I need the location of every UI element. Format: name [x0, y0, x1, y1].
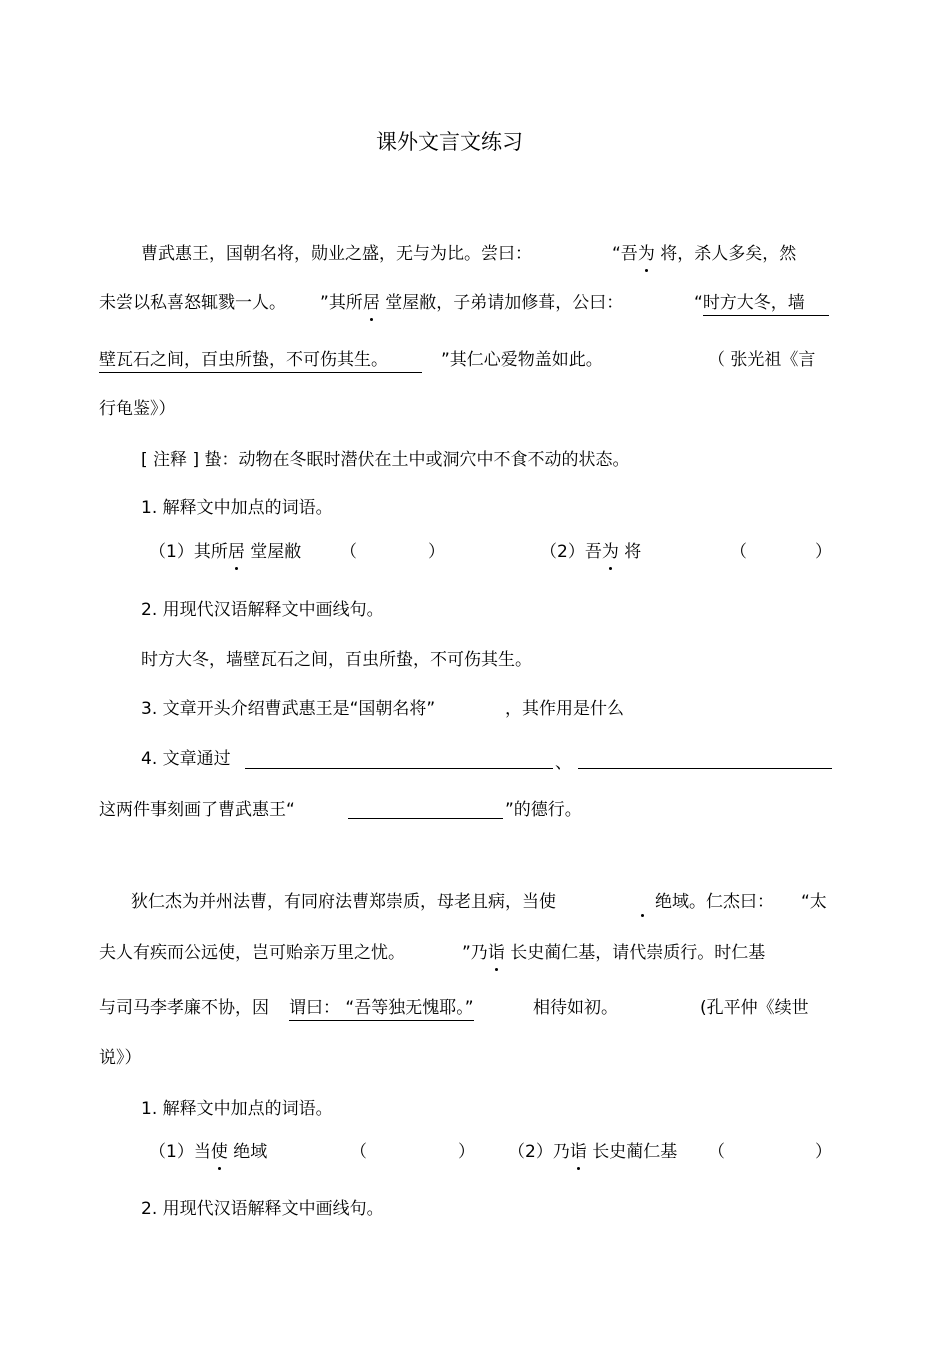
emphasis-dot-word: 居	[362, 293, 380, 313]
q4-answer-blank-2[interactable]	[578, 768, 832, 769]
passage2-line3-b: 相待如初。	[533, 998, 618, 1018]
p2-q1-prompt: 1. 解释文中加点的词语。	[141, 1099, 333, 1119]
q4-answer-blank-3[interactable]	[348, 818, 503, 819]
q4-answer-blank-1[interactable]	[245, 768, 553, 769]
passage1-note: [ 注释 ] 蛰：动物在冬眠时潜伏在土中或洞穴中不食不动的状态。	[141, 450, 630, 470]
passage1-line1-a: 曹武惠王，国朝名将，勋业之盛，无与为比。尝曰：	[141, 244, 532, 264]
q1-item2-paren-right: ）	[815, 542, 832, 562]
passage2-line2-a: 夫人有疾而公远使，岂可贻亲万里之忧。	[99, 943, 405, 963]
passage2-line3-underlined	[289, 997, 474, 1019]
passage2-line3-a: 与司马李孝廉不协，因	[99, 998, 269, 1018]
q1-item1-paren-right: ）	[428, 542, 445, 562]
passage1-line2-c: “时方大冬，墙	[694, 292, 829, 314]
q4-prompt: 4. 文章通过	[141, 749, 231, 769]
q1-prompt: 1. 解释文中加点的词语。	[141, 498, 333, 518]
p2-q1-item2-paren-left: （	[708, 1142, 725, 1162]
q2-prompt: 2. 用现代汉语解释文中画线句。	[141, 600, 384, 620]
emphasis-dot	[641, 914, 644, 917]
page-title: 课外文言文练习	[376, 130, 523, 154]
emphasis-dot-word: 为	[601, 542, 619, 562]
q3-prompt-b: ，其作用是什么	[505, 699, 624, 719]
q4-line2-a: 这两件事刻画了曹武惠王“	[99, 800, 295, 820]
passage2-source-b: 说》）	[99, 1048, 142, 1068]
underlined-sentence: 时方大冬，墙	[703, 293, 829, 316]
passage2-source-a: (孔平仲《续世	[700, 998, 809, 1018]
q1-item1: （1）其所居 堂屋敝	[149, 542, 302, 562]
passage1-line3-a	[99, 349, 422, 371]
emphasis-dot-word: 使	[210, 1142, 228, 1162]
p2-q1-item1-paren-right: ）	[458, 1142, 475, 1162]
q1-item2: （2）吾为 将	[540, 542, 642, 562]
p2-q1-item1-paren-left: （	[350, 1142, 367, 1162]
underlined-sentence: 壁瓦石之间，百虫所蛰，不可伤其生。	[99, 350, 422, 373]
p2-q1-item2-paren-right: ）	[815, 1142, 832, 1162]
passage2-line1-a: 狄仁杰为并州法曹，有同府法曹郑崇质，母老且病，当使	[131, 892, 556, 912]
q2-sentence: 时方大冬，墙壁瓦石之间，百虫所蛰，不可伤其生。	[141, 650, 532, 670]
emphasis-dot-word: 居	[227, 542, 245, 562]
passage1-source-b: 行龟鉴》）	[99, 399, 176, 419]
passage1-line2-b: ”其所居 堂屋敝，子弟请加修葺，公曰：	[320, 293, 624, 313]
emphasis-dot-word: 诣	[569, 1142, 587, 1162]
emphasis-dot-word: 诣	[487, 943, 505, 963]
emphasis-dot-word: 为	[637, 244, 655, 264]
passage2-line1-c: “太	[801, 892, 827, 912]
q1-item2-paren-left: （	[730, 542, 747, 562]
passage1-line2-a: 未尝以私喜怒辄戮一人。	[99, 293, 286, 313]
passage2-line2-b: ”乃诣 长史蔺仁基，请代崇质行。时仁基	[462, 943, 766, 963]
p2-q1-item1: （1）当使 绝域	[149, 1142, 268, 1162]
q4-separator: 、	[555, 753, 572, 773]
q3-prompt-a: 3. 文章开头介绍曹武惠王是“国朝名将”	[141, 699, 436, 719]
passage1-source-a: （ 张光祖《言	[708, 350, 816, 370]
passage1-line3-b: ”其仁心爱物盖如此。	[441, 350, 603, 370]
underlined-sentence: 谓曰： “吾等独无愧耶。”	[289, 998, 474, 1021]
passage2-line1-b: 绝域。仁杰曰：	[655, 892, 774, 912]
p2-q2-prompt: 2. 用现代汉语解释文中画线句。	[141, 1199, 384, 1219]
q4-line2-b: ”的德行。	[505, 800, 582, 820]
p2-q1-item2: （2）乃诣 长史蔺仁基	[508, 1142, 678, 1162]
passage1-line1-b: “吾为 将，杀人多矣，然	[612, 244, 797, 264]
q1-item1-paren-left: （	[340, 542, 357, 562]
